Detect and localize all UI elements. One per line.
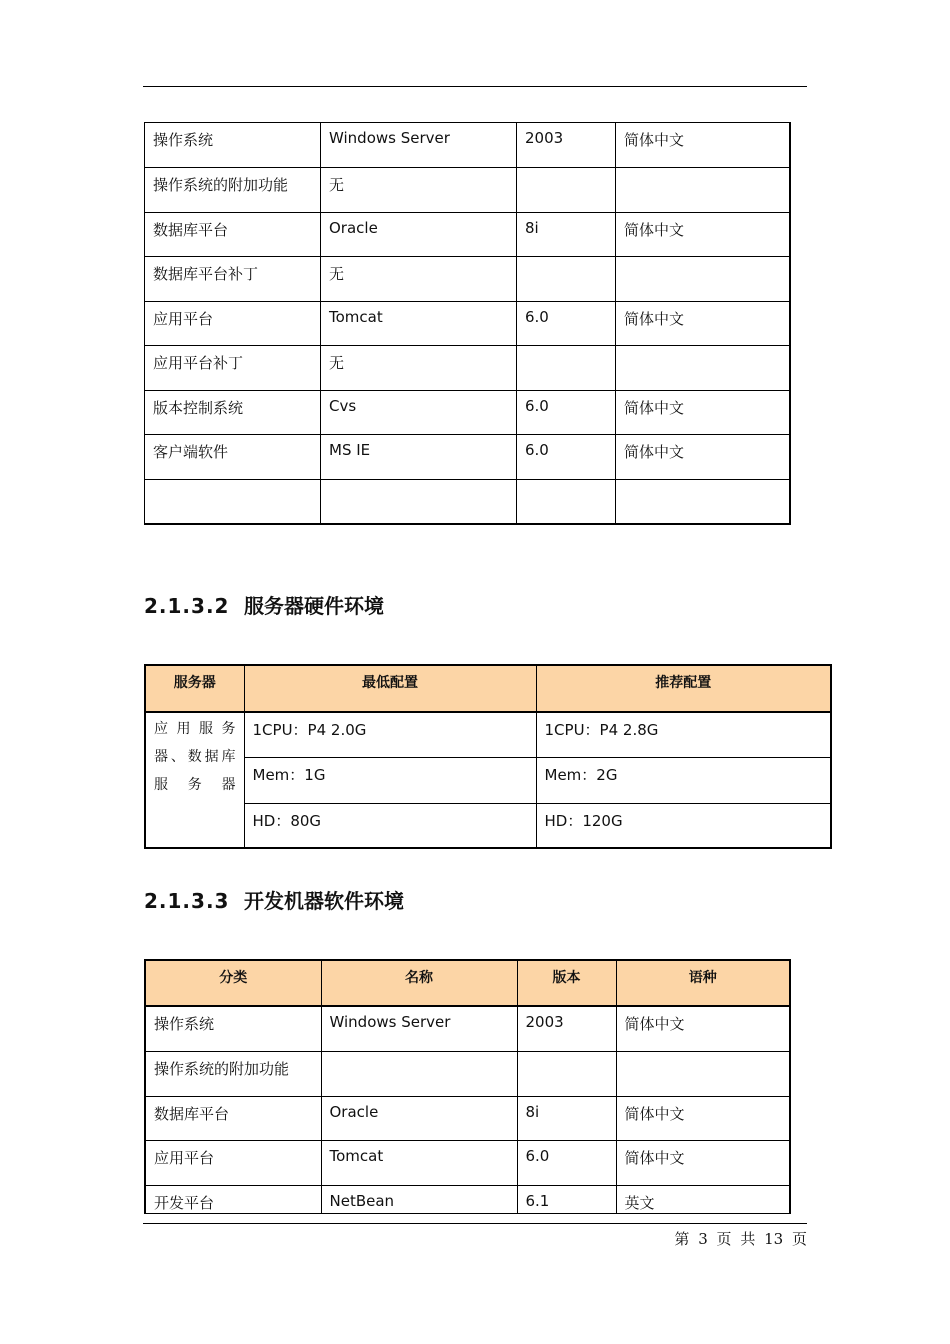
section-heading-server-hardware — [144, 590, 384, 619]
section-title: 开发机器软件环境 — [244, 889, 404, 913]
table-cell: 2003 — [517, 123, 616, 168]
table-cell: NetBean — [321, 1185, 517, 1213]
table-cell: 6.0 — [517, 302, 616, 346]
table-cell: 简体中文 — [616, 213, 790, 257]
table-cell — [517, 257, 616, 302]
table-cell — [321, 480, 517, 524]
table-row — [145, 1185, 790, 1213]
table-cell — [616, 480, 790, 524]
table-cell: 操作系统 — [145, 1006, 321, 1051]
table-cell: Oracle — [321, 213, 517, 257]
table-cell: Oracle — [321, 1096, 517, 1140]
server-hardware-table — [144, 664, 832, 849]
table-cell: 简体中文 — [616, 391, 790, 435]
header-name: 名称 — [321, 960, 517, 1006]
table-cell — [517, 346, 616, 391]
table-cell: Tomcat — [321, 1140, 517, 1185]
section-number: 2.1.3.2 — [144, 594, 230, 618]
footer-ye: 页 — [716, 1230, 732, 1248]
footer-rule — [143, 1223, 807, 1224]
table-cell: 6.0 — [517, 1140, 616, 1185]
dev-software-table — [144, 959, 791, 1214]
table-cell: HD：80G — [244, 803, 536, 848]
table-cell: 6.1 — [517, 1185, 616, 1213]
table-cell: 1CPU：P4 2.0G — [244, 712, 536, 757]
table-cell: 1CPU：P4 2.8G — [536, 712, 831, 757]
table-row — [145, 302, 790, 346]
table-row — [145, 1006, 790, 1051]
table-cell: 简体中文 — [616, 1096, 790, 1140]
table-cell: Mem：2G — [536, 757, 831, 803]
table-row — [145, 168, 790, 213]
table-cell: 客户端软件 — [145, 435, 321, 480]
footer-gong: 共 — [740, 1230, 756, 1248]
header-recommended-config: 推荐配置 — [536, 665, 831, 712]
table-cell: 应用平台补丁 — [145, 346, 321, 391]
table-cell: 简体中文 — [616, 1006, 790, 1051]
table-cell: 应用平台 — [145, 1140, 321, 1185]
footer-total-pages: 13 — [764, 1230, 784, 1248]
table-row — [145, 480, 790, 524]
table-cell: 英文 — [616, 1185, 790, 1213]
table-cell: Cvs — [321, 391, 517, 435]
table-cell: 应用平台 — [145, 302, 321, 346]
software-env-table — [144, 122, 791, 525]
table-row — [145, 803, 831, 848]
table-cell: 2003 — [517, 1006, 616, 1051]
table-cell: 6.0 — [517, 391, 616, 435]
table-row — [145, 1051, 790, 1096]
table-cell: 8i — [517, 1096, 616, 1140]
server-name-cell: 应用服务器、数据库服务器 — [145, 712, 244, 848]
footer-di: 第 — [674, 1230, 690, 1248]
table-cell — [616, 1051, 790, 1096]
table-cell: 数据库平台 — [145, 1096, 321, 1140]
table-cell: 简体中文 — [616, 123, 790, 168]
footer-ye-2: 页 — [791, 1230, 807, 1248]
table-cell: 无 — [321, 168, 517, 213]
table-cell — [517, 480, 616, 524]
table-cell — [616, 346, 790, 391]
page-footer — [660, 1228, 807, 1249]
table-row — [145, 757, 831, 803]
table-row — [145, 435, 790, 480]
footer-page-number: 3 — [698, 1230, 708, 1248]
table-cell: Windows Server — [321, 123, 517, 168]
table-cell: 6.0 — [517, 435, 616, 480]
header-min-config: 最低配置 — [244, 665, 536, 712]
table-cell: 无 — [321, 257, 517, 302]
table-cell: MS IE — [321, 435, 517, 480]
table-cell: Mem：1G — [244, 757, 536, 803]
header-category: 分类 — [145, 960, 321, 1006]
table-cell — [616, 168, 790, 213]
table-cell: Tomcat — [321, 302, 517, 346]
table-cell: 无 — [321, 346, 517, 391]
table-cell — [517, 1051, 616, 1096]
table-cell — [321, 1051, 517, 1096]
table-row — [145, 1096, 790, 1140]
table-cell: 简体中文 — [616, 435, 790, 480]
table-row — [145, 257, 790, 302]
table-cell: 开发平台 — [145, 1185, 321, 1213]
table-cell — [145, 480, 321, 524]
section-number: 2.1.3.3 — [144, 889, 230, 913]
table-cell: 版本控制系统 — [145, 391, 321, 435]
table-row — [145, 712, 831, 757]
table-cell: 简体中文 — [616, 1140, 790, 1185]
table-cell: 简体中文 — [616, 302, 790, 346]
header-language: 语种 — [616, 960, 790, 1006]
header-rule — [143, 86, 807, 87]
table-cell: 操作系统 — [145, 123, 321, 168]
table-row — [145, 123, 790, 168]
table-row — [145, 1140, 790, 1185]
table-row — [145, 213, 790, 257]
table-cell: 操作系统的附加功能 — [145, 1051, 321, 1096]
table-cell: 操作系统的附加功能 — [145, 168, 321, 213]
table-cell — [517, 168, 616, 213]
section-heading-dev-software — [144, 885, 404, 914]
section-title: 服务器硬件环境 — [244, 594, 384, 618]
table-cell: 数据库平台补丁 — [145, 257, 321, 302]
header-server: 服务器 — [145, 665, 244, 712]
table-row — [145, 391, 790, 435]
table-cell: HD：120G — [536, 803, 831, 848]
header-version: 版本 — [517, 960, 616, 1006]
table-cell: 8i — [517, 213, 616, 257]
table-cell: 数据库平台 — [145, 213, 321, 257]
table-cell: Windows Server — [321, 1006, 517, 1051]
table-cell — [616, 257, 790, 302]
table-row — [145, 346, 790, 391]
